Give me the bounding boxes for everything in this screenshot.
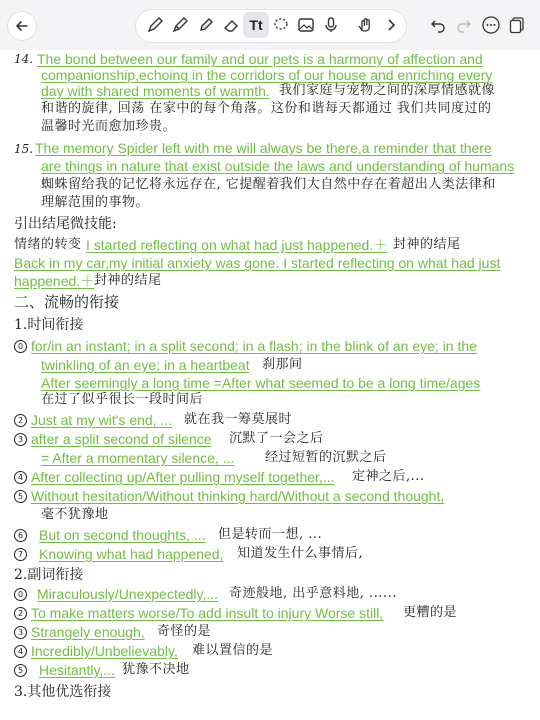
eraser-icon (221, 15, 241, 35)
marker-icon (196, 15, 216, 35)
item-number: 15. (14, 142, 34, 156)
hand-icon (355, 15, 375, 35)
adv-item-english: Strangely enough, (31, 624, 145, 640)
time-item-english: Knowing what had happened, (39, 546, 224, 562)
drag-handle-icon[interactable] (262, 3, 278, 7)
microphone-tool-button[interactable] (318, 12, 344, 38)
ending-note: 封神的结尾 (393, 237, 461, 252)
item14-english-line: day with shared moments of warmth. (41, 83, 270, 99)
marker-tool-button[interactable] (193, 12, 219, 38)
bullet-marker: 4 (14, 471, 27, 484)
bullet-marker: 6 (14, 529, 27, 542)
image-tool-button[interactable] (293, 12, 319, 38)
text-tool-icon: Tt (249, 17, 263, 33)
adv-item-chinese: 更糟的是 (403, 605, 458, 620)
time-item-english: After collecting up/After pulling myself together,... (31, 469, 335, 485)
item15-english-line: are things in nature that exist outside the laws and understanding of humans (41, 158, 515, 174)
time-item-english: Just at my wit's end, ... (31, 412, 173, 428)
section2-heading: 二、流畅的衔接 (14, 293, 120, 311)
sub1-heading: 1.时间衔接 (14, 317, 84, 333)
highlighter-icon (170, 15, 190, 35)
undo-icon (428, 15, 448, 35)
pen-tool-button[interactable] (142, 12, 168, 38)
adv-item-chinese: 难以置信的是 (192, 643, 274, 658)
redo-button[interactable] (451, 12, 477, 38)
lasso-icon (271, 15, 291, 35)
ending-english-line: I started reflecting on what had just happened.＋ (86, 237, 388, 253)
more-options-button[interactable] (478, 12, 504, 38)
chevron-right-icon (381, 15, 401, 35)
eraser-tool-button[interactable] (218, 12, 244, 38)
bullet-marker: 3 (14, 433, 27, 446)
ending-heading: 引出结尾微技能: (14, 216, 117, 232)
time-item-chinese: 毫不犹豫地 (41, 507, 109, 522)
time-item-chinese: 就在我一筹莫展时 (184, 412, 293, 427)
pages-icon (507, 15, 527, 35)
bullet-marker: 4 (14, 645, 27, 658)
item15-english-line: The memory Spider left with me will always be there,a reminder that there (35, 140, 492, 156)
bullet-marker: 0 (14, 340, 27, 353)
note-page[interactable] (0, 50, 540, 720)
item15-chinese-line: 蜘蛛留给我的记忆将永远存在, 它提醒着我们大自然中存在着超出人类法律和 (41, 177, 496, 192)
adv-item-english: Miraculously/Unexpectedly,... (37, 586, 219, 602)
adv-item-english: Incredibly/Unbelievably, (31, 643, 178, 659)
item14-english-line: The bond between our family and our pets is a harmony of affection and (37, 51, 483, 67)
item15-chinese-line: 理解范围的事物。 (41, 195, 150, 210)
more-tools-button[interactable] (378, 12, 404, 38)
ending-english-line: happened.＋ (14, 273, 95, 289)
time-item-chinese: 刹那间 (262, 357, 303, 372)
ending-english-line: Back in my car,my initial anxiety was gone. I started reflecting on what had just (14, 255, 501, 271)
bullet-marker: 3 (14, 626, 27, 639)
pen-icon (145, 15, 165, 35)
time-item-english: twinkling of an eye; in a heartbeat (41, 357, 250, 373)
adv-item-chinese: 犹豫不决地 (122, 662, 190, 677)
hand-tool-button[interactable] (352, 12, 378, 38)
highlighter-tool-button[interactable] (167, 12, 193, 38)
undo-button[interactable] (425, 12, 451, 38)
time-item-english: = After a momentary silence, ... (41, 450, 235, 466)
time-item-english: After seemingly a long time =After what seemed to be a long time/ages (41, 375, 481, 391)
time-item-english: for/in an instant; in a split second; in a flash; in the blink of an eye; in the (31, 338, 477, 354)
item14-chinese-line: 我们家庭与宠物之间的深厚情感就像 (279, 83, 496, 98)
time-item-english: But on second thoughts, ... (39, 527, 206, 543)
time-item-chinese: 沉默了一会之后 (229, 431, 324, 446)
time-item-chinese: 定神之后,... (352, 469, 425, 484)
time-item-chinese: 经过短暂的沉默之后 (265, 450, 387, 465)
time-item-english: after a split second of silence (31, 431, 212, 447)
adv-item-english: Hesitantly,... (39, 662, 115, 678)
adv-item-chinese: 奇迹般地, 出乎意料地, ...... (229, 586, 397, 601)
bullet-marker: 0 (14, 588, 27, 601)
item14-chinese-line: 温馨时光而愈加珍贵。 (41, 119, 177, 134)
time-item-chinese: 在过了似乎很长一段时间后 (41, 392, 204, 407)
back-arrow-icon (14, 18, 30, 34)
redo-icon (454, 15, 474, 35)
microphone-icon (321, 15, 341, 35)
sub3-heading: 3.其他优选衔接 (14, 684, 112, 700)
lasso-tool-button[interactable] (268, 12, 294, 38)
text-tool-button[interactable] (243, 12, 269, 38)
pages-button[interactable] (504, 12, 530, 38)
time-item-chinese: 知道发生什么事情后, (237, 546, 364, 561)
bullet-marker: 5 (14, 664, 27, 677)
back-button[interactable] (8, 12, 36, 40)
time-item-chinese: 但是转而一想, ... (218, 527, 323, 542)
ending-note: 封神的结尾 (94, 273, 162, 288)
bullet-marker: 7 (14, 548, 27, 561)
item14-english-line: companionship,echoing in the corridors of our house and enriching every (41, 67, 493, 83)
bullet-marker: 2 (14, 414, 27, 427)
toolbar (0, 0, 540, 50)
more-icon (481, 15, 501, 35)
bullet-marker: 2 (14, 607, 27, 620)
item14-chinese-line: 和谐的旋律, 回荡 在家中的每个角落。这份和谐每天都通过 我们共同度过的 (41, 101, 492, 116)
adv-item-english: To make matters worse/To add insult to injury Worse still, (31, 605, 384, 621)
adv-item-chinese: 奇怪的是 (157, 624, 212, 639)
time-item-english: Without hesitation/Without thinking hard/Without a second thought, (31, 488, 445, 504)
item-number: 14. (14, 52, 34, 66)
sub2-heading: 2.副词衔接 (14, 567, 84, 583)
image-icon (296, 15, 316, 35)
bullet-marker: 5 (14, 490, 27, 503)
ending-prefix: 情绪的转变 (14, 237, 82, 252)
